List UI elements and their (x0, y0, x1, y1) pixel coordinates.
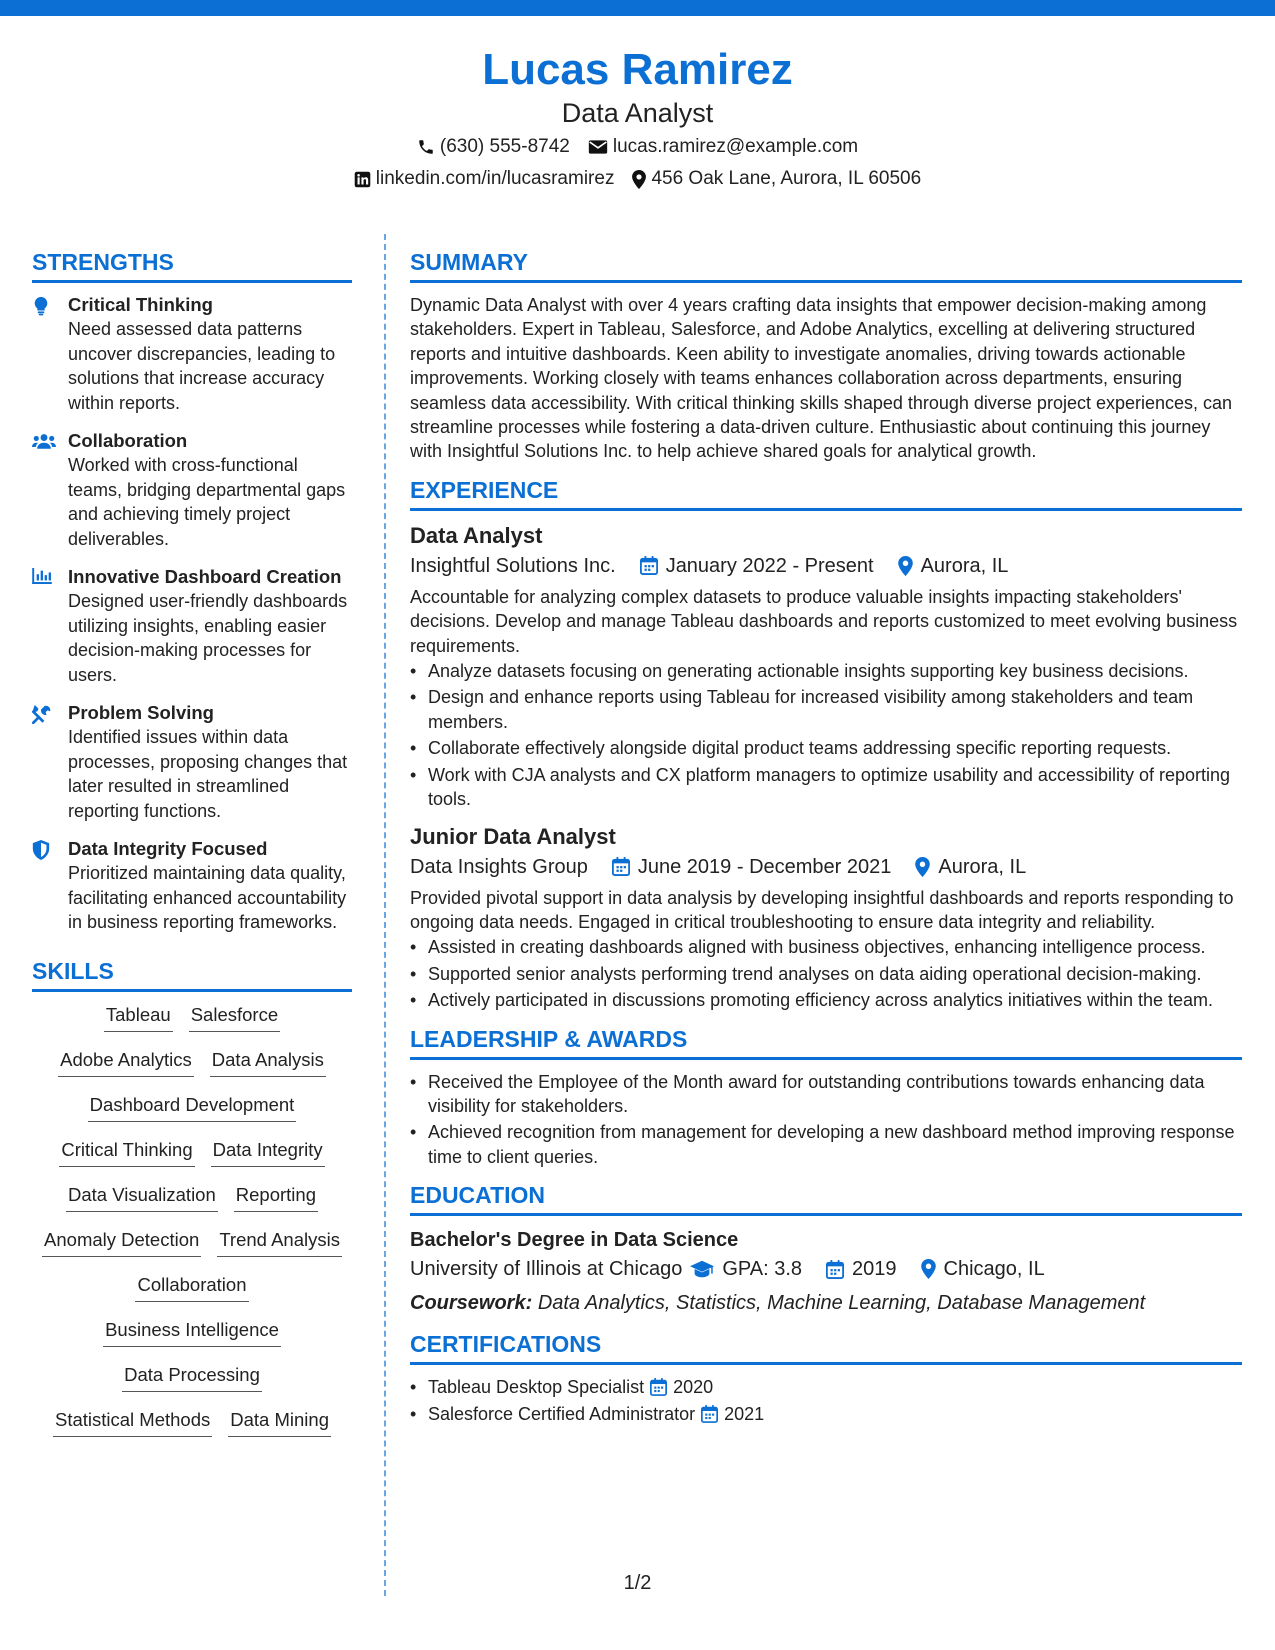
bullet-item: • Supported senior analysts performing trend analyses on data aiding operational decision-making. (410, 962, 1242, 986)
calendar-icon (640, 556, 658, 575)
bullet-item: • Received the Employee of the Month award for outstanding contributions towards enhancing data visibility for stakeholders. (410, 1070, 1242, 1119)
strength-description: Prioritized maintaining data quality, facilitating enhanced accountability in business reporting frameworks. (68, 863, 347, 932)
experience-section (410, 476, 1242, 1013)
page-number: 1/2 (623, 1572, 652, 1594)
contact-row-1 (0, 132, 1275, 162)
bullet-item: • Work with CJA analysts and CX platform managers to optimize usability and accessibility of reporting tools. (410, 763, 1242, 812)
skill-tag: Data Visualization (66, 1182, 218, 1212)
summary-heading: SUMMARY (410, 248, 1242, 283)
strength-description: Need assessed data patterns uncover discrepancies, leading to solutions that increase accuracy within reports. (68, 319, 336, 413)
phone-icon (417, 138, 435, 156)
users-icon (32, 432, 56, 450)
job-company: Data Insights Group (410, 855, 588, 878)
envelope-icon (588, 139, 608, 155)
skill-row (32, 1272, 352, 1317)
certification-name: • Tableau Desktop Specialist (428, 1377, 645, 1398)
education-meta (410, 1254, 1242, 1284)
bullet-item: • Analyze datasets focusing on generating actionable insights supporting key business decisions. (410, 659, 1242, 683)
chart-icon (32, 568, 52, 584)
job-description: Provided pivotal support in data analysis by developing insightful dashboards and reports responding to ongoing data needs. Engaged in critical troubleshooting to ensure data integrity and reliability. (410, 887, 1234, 932)
strength-title: Innovative Dashboard Creation (68, 566, 342, 587)
email-text[interactable]: lucas.ramirez@example.com (612, 136, 859, 157)
skill-tag: Data Processing (122, 1362, 262, 1392)
resume-header (0, 44, 1275, 194)
strengths-heading: STRENGTHS (32, 248, 352, 283)
bullet-item: • Achieved recognition from management for developing a new dashboard method improving response time to client queries. (410, 1120, 1242, 1169)
bullet-item: • Actively participated in discussions promoting efficiency across analytics initiatives within the team. (410, 988, 1242, 1012)
job-location: Aurora, IL (938, 855, 1027, 878)
job-bullets (410, 935, 1242, 1012)
email-contact (588, 132, 858, 162)
tools-icon (32, 704, 52, 724)
map-pin-icon (898, 556, 913, 576)
job-location: Aurora, IL (920, 554, 1009, 577)
skill-row (32, 1002, 352, 1047)
top-accent-bar (0, 0, 1275, 16)
leadership-heading: LEADERSHIP & AWARDS (410, 1025, 1242, 1060)
school-location: Chicago, IL (943, 1258, 1045, 1281)
job-company: Insightful Solutions Inc. (410, 554, 616, 577)
certification-year: 2021 (724, 1403, 765, 1424)
strength-title: Data Integrity Focused (68, 838, 268, 859)
map-pin-icon (915, 857, 930, 877)
calendar-icon (650, 1378, 667, 1396)
calendar-icon (612, 857, 630, 876)
strength-item (32, 293, 352, 415)
job-role: Data Analyst (410, 522, 543, 548)
strength-description: Worked with cross-functional teams, bridging departmental gaps and achieving timely project deliverables. (68, 455, 346, 549)
skill-tag: Tableau (104, 1002, 173, 1032)
skill-tag: Salesforce (189, 1002, 280, 1032)
skill-row (32, 1137, 352, 1182)
summary-section (410, 248, 1242, 464)
strength-description: Identified issues within data processes, proposing changes that later resulted in streamlined reporting functions. (68, 727, 348, 821)
job-description: Accountable for analyzing complex datasets to produce valuable insights impacting stakeholders' decisions. Develop and manage Tableau dashboards and reports customized to meet evolving business requirements. (410, 586, 1238, 656)
skill-row (32, 1317, 352, 1362)
strength-title: Collaboration (68, 430, 188, 451)
linkedin-contact (354, 164, 615, 194)
phone-contact (417, 132, 570, 162)
column-divider (384, 234, 386, 1596)
strength-title: Problem Solving (68, 702, 214, 723)
strength-item (32, 565, 352, 687)
map-pin-icon (632, 170, 646, 189)
candidate-title: Data Analyst (561, 98, 714, 128)
skill-tag: Data Integrity (211, 1137, 325, 1167)
summary-text: Dynamic Data Analyst with over 4 years crafting data insights that empower decision-making among stakeholders. Expert in Tableau, Salesforce, and Adobe Analytics, excelling at delivering structured reports and intuitive dashboards. Keen ability to investigate anomalies, driving towards actionable improvements. Working closely with teams enhances collaboration across departments, ensuring seamless data accessibility. With critical thinking skills shaped through diverse project experiences, can streamline processes while fostering a data-driven culture. Enthusiastic about continuing this journey with Insightful Solutions Inc. to help achieve shared goals for analytical growth. (410, 295, 1233, 462)
lightbulb-icon (32, 296, 50, 316)
coursework-label: Coursework: (410, 1292, 533, 1315)
certifications-list (410, 1375, 1242, 1426)
experience-heading: EXPERIENCE (410, 476, 1242, 511)
strength-description: Designed user-friendly dashboards utilizing insights, enabling easier decision-making processes for users. (68, 591, 348, 685)
job-entry (410, 822, 1242, 1013)
shield-icon (32, 840, 50, 860)
skill-row (32, 1227, 352, 1272)
left-column (32, 248, 352, 1452)
graduation-year: 2019 (852, 1258, 897, 1281)
skill-tag: Anomaly Detection (42, 1227, 201, 1257)
coursework (410, 1288, 1242, 1318)
certification-name: • Salesforce Certified Administrator (428, 1403, 696, 1424)
job-role: Junior Data Analyst (410, 823, 616, 849)
bullet-item: • Collaborate effectively alongside digital product teams addressing specific reporting requests. (410, 736, 1242, 760)
leadership-bullets (410, 1070, 1242, 1170)
right-column (410, 248, 1242, 1438)
map-pin-icon (921, 1259, 936, 1279)
skill-tag: Trend Analysis (217, 1227, 342, 1257)
certification-item (410, 1375, 1242, 1399)
skill-tag: Collaboration (135, 1272, 248, 1302)
bullet-item: • Assisted in creating dashboards aligned with business objectives, enhancing intelligence process. (410, 935, 1242, 959)
skill-row (32, 1407, 352, 1452)
strength-item (32, 429, 352, 551)
skill-tag: Critical Thinking (59, 1137, 194, 1167)
linkedin-text[interactable]: linkedin.com/in/lucasramirez (375, 168, 615, 189)
phone-text[interactable]: (630) 555-8742 (439, 136, 570, 157)
candidate-name: Lucas Ramirez (482, 45, 793, 94)
skill-row (32, 1047, 352, 1092)
skill-tag: Data Mining (228, 1407, 331, 1437)
job-entry (410, 521, 1242, 812)
gpa: GPA: 3.8 (722, 1258, 803, 1281)
degree-title: Bachelor's Degree in Data Science (410, 1229, 739, 1252)
bullet-item: • Design and enhance reports using Tableau for increased visibility among stakeholders and team members. (410, 685, 1242, 734)
coursework-list: Data Analytics, Statistics, Machine Learning, Database Management (537, 1292, 1146, 1315)
contact-row-2 (0, 164, 1275, 194)
skill-tag: Data Analysis (210, 1047, 326, 1077)
certification-year: 2020 (673, 1377, 714, 1398)
school-name: University of Illinois at Chicago (410, 1258, 683, 1281)
certifications-section (410, 1330, 1242, 1426)
skill-tag: Statistical Methods (53, 1407, 212, 1437)
calendar-icon (826, 1260, 844, 1279)
education-section (410, 1181, 1242, 1318)
address-text: 456 Oak Lane, Aurora, IL 60506 (651, 168, 922, 189)
skill-row (32, 1182, 352, 1227)
certification-item (410, 1402, 1242, 1426)
skill-tag: Adobe Analytics (58, 1047, 194, 1077)
skill-tag: Dashboard Development (88, 1092, 297, 1122)
skill-row (32, 1092, 352, 1137)
strength-item (32, 701, 352, 823)
job-dates: January 2022 - Present (665, 554, 874, 577)
skills-heading: SKILLS (32, 957, 352, 992)
strength-item (32, 837, 352, 935)
leadership-section (410, 1025, 1242, 1170)
calendar-icon (701, 1405, 718, 1423)
job-dates: June 2019 - December 2021 (637, 855, 892, 878)
skill-tag: Business Intelligence (103, 1317, 281, 1347)
job-meta (410, 551, 1242, 581)
certifications-heading: CERTIFICATIONS (410, 1330, 1242, 1365)
graduation-cap-icon (690, 1260, 714, 1278)
job-meta (410, 852, 1242, 882)
skills-list (32, 1002, 352, 1452)
skill-row (32, 1362, 352, 1407)
linkedin-icon (354, 171, 371, 188)
job-bullets (410, 659, 1242, 811)
education-heading: EDUCATION (410, 1181, 1242, 1216)
address-contact (632, 164, 921, 194)
strength-title: Critical Thinking (68, 294, 213, 315)
skill-tag: Reporting (234, 1182, 318, 1212)
